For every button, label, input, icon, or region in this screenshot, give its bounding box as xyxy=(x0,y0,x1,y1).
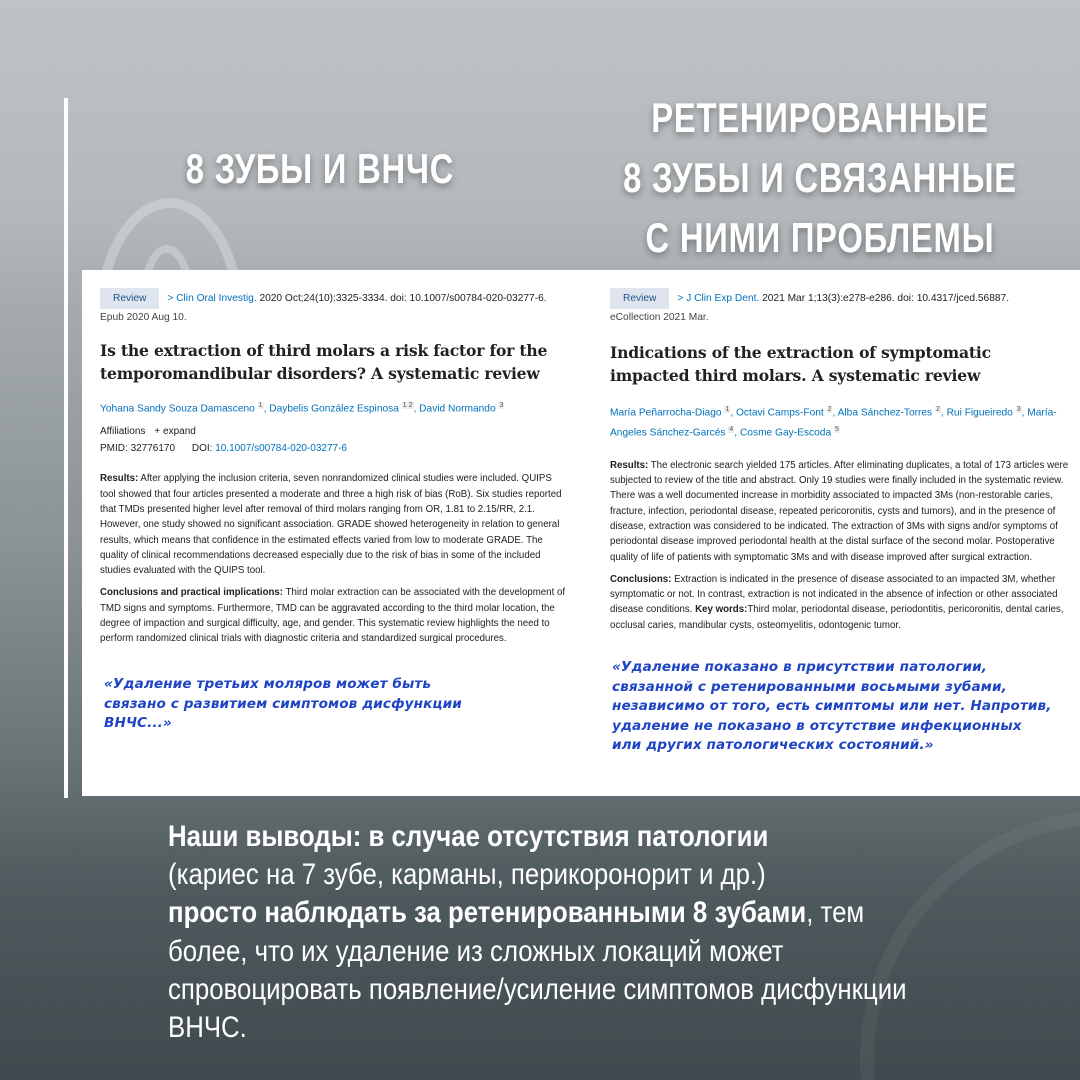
articles-card xyxy=(82,270,1080,796)
doi-link[interactable]: 10.1007/s00784-020-03277-6 xyxy=(215,443,347,455)
affiliation-ref[interactable]: 1 xyxy=(258,402,263,409)
citation-line xyxy=(610,288,1072,309)
citation-line xyxy=(100,288,570,309)
results-text: The electronic search yielded 175 articles. After eliminating duplicates, a total of 173 articles were subjected to review of the title and abstract. Only 19 studies were finally included in the systematic review. There was a well documented increase in morbidity associated to impacted 3Ms (non-restorable caries, fracture, infection, periodontal disease, repeated pericoronitis, cysts and tumors), and in the presence of disease, extraction was considered to be indicated. The extraction of 3Ms with signs and/or symptoms of periodontal disease improved periodontal health at the distal surface of the second molar. Postoperative quality of life of patients with symptomatic 3Ms and with disease improved after surgical extraction. xyxy=(610,459,1069,563)
affiliation-ref[interactable]: 3 xyxy=(499,402,504,409)
pmid-row xyxy=(100,441,570,457)
article-left xyxy=(100,288,570,647)
right-heading-line: С НИМИ ПРОБЛЕМЫ xyxy=(645,214,995,261)
affiliations-label: Affiliations xyxy=(100,426,146,438)
conclusion-normal-1: (кариес на 7 зубе, карманы, перикоронорит и др.) xyxy=(168,858,766,892)
pmid-value: 32776170 xyxy=(130,443,176,455)
author-link[interactable]: Octavi Camps-Font xyxy=(735,407,824,419)
conclusions-paragraph xyxy=(100,585,570,646)
author-link[interactable]: Alba Sánchez-Torres xyxy=(837,407,933,419)
author-link[interactable]: Rui Figueiredo xyxy=(946,407,1013,419)
chevron-right-icon: > xyxy=(167,293,177,304)
abstract xyxy=(610,458,1072,633)
author-link[interactable]: David Normando xyxy=(419,403,496,415)
right-heading xyxy=(617,88,1023,268)
quote-left: «Удаление третьих моляров может быть связано с развитием симптомов дисфункции ВНЧС...» xyxy=(104,676,462,731)
article-right xyxy=(610,288,1072,633)
chevron-right-icon: > xyxy=(677,293,687,304)
affiliation-ref[interactable]: 1 xyxy=(725,406,730,413)
conclusions-label: Conclusions and practical implications: xyxy=(100,587,284,599)
left-heading: 8 ЗУБЫ И ВНЧС xyxy=(185,145,455,192)
conclusions-label: Conclusions: xyxy=(610,573,672,585)
vertical-divider-line xyxy=(64,98,68,798)
conclusion-normal-2: , тем более, что их удаление из сложных локаций может спровоцировать появление/усиление симптомов дисфункции ВНЧС. xyxy=(168,896,907,1045)
affiliations-row xyxy=(100,423,570,441)
article-title: Is the extraction of third molars a risk factor for the temporomandibular disorders? A systematic review xyxy=(100,341,548,383)
conclusion-bold-1: в случае отсутствия патологии xyxy=(361,820,769,853)
epub-date: Epub 2020 Aug 10. xyxy=(100,312,187,323)
affiliation-ref[interactable]: 3 xyxy=(1016,406,1021,413)
results-paragraph xyxy=(100,471,570,578)
results-text: After applying the inclusion criteria, seven nonrandomized clinical studies were included. QUIPS tool showed that four articles presented a moderate and three a high risk of bias (RoB). Six studies reported that TMDs presented higher level after removal of third molars ranging from OR, 1.81 to 2.15/RR, 2.1. However, one study showed no significant association. GRADE showed heterogeneity in relation to general results, which means that confidence in the estimated effects varied from low to moderate GRADE. The quality of clinical recommendations decreased especially due to the risk of bias in some of the included studies evaluated with the QUIPS tool. xyxy=(100,473,562,577)
results-label: Results: xyxy=(610,459,649,471)
article-title: Indications of the extraction of symptomatic impacted third molars. A systematic review xyxy=(610,343,991,385)
conclusions-text: Third molar extraction can be associated with the development of TMD signs and symptoms. Furthermore, TMD can be aggravated according to the third molar location, the degree of impaction and surgical difficulty, age, and gender. This systematic review highlights the need to perform randomized clinical trials with diagnostic criteria and standardized surgical procedures. xyxy=(100,587,566,645)
keywords-text: Third molar, periodontal disease, periodontitis, pericoronitis, dental caries, occlusal caries, mandibular cysts, osteomyelitis, odontogenic tumor. xyxy=(610,604,1064,631)
keywords-label: Key words: xyxy=(695,604,748,616)
results-label: Results: xyxy=(100,473,139,485)
journal-link[interactable]: J Clin Exp Dent. xyxy=(686,293,760,304)
pmid-label: PMID: xyxy=(100,443,128,455)
affiliation-ref[interactable]: 1 2 xyxy=(402,402,413,409)
affiliation-ref[interactable]: 2 xyxy=(827,406,832,413)
affiliation-ref[interactable]: 2 xyxy=(936,406,940,413)
our-conclusions xyxy=(168,818,1028,1047)
results-paragraph xyxy=(610,458,1072,565)
author-list: María Peñarrocha-Diago $^1$, Octavi Camps-Font $^2$, Alba Sánchez-Torres $^2$, Rui Figueiredo $^3$, María-Angeles Sánchez-Garcés $^4$, Cosme Gay-Escoda $^5$ xyxy=(610,406,1057,439)
conclusions-paragraph xyxy=(610,572,1072,633)
author-link[interactable]: Daybelis González Espinosa xyxy=(269,403,399,415)
expand-button[interactable]: expand xyxy=(163,426,196,438)
abstract xyxy=(100,471,570,646)
journal-link[interactable]: Clin Oral Investig. xyxy=(176,293,257,304)
right-heading-line: 8 ЗУБЫ И СВЯЗАННЫЕ xyxy=(623,154,1017,201)
citation-text: 2021 Mar 1;13(3):e278-e286. doi: 10.4317/jced.56887. xyxy=(762,293,1010,304)
author-link[interactable]: María-Angeles Sánchez-Garcés xyxy=(610,407,1057,439)
conclusions-text: Extraction is indicated in the presence of disease associated to an impacted 3M, whether symptomatic or not. In contrast, extraction is not indicated in the absence of infection or other associated disease conditions. xyxy=(610,573,1058,616)
affiliation-ref[interactable]: 5 xyxy=(834,426,839,434)
conclusion-bold-2: просто наблюдать за ретенированными 8 зубами xyxy=(168,896,807,930)
author-link[interactable]: Cosme Gay-Escoda xyxy=(739,427,832,439)
right-heading-line: РЕТЕНИРОВАННЫЕ xyxy=(651,94,989,141)
plus-icon[interactable]: + xyxy=(154,426,161,438)
review-badge: Review xyxy=(100,288,159,309)
quote-right: «Удаление показано в присутствии патологии, связанной с ретенированными восьмыми зубами, независимо от того, есть симптомы или нет. Напротив, удаление не показано в отсутствие инфекционных или других патологических состояний.» xyxy=(612,659,1052,753)
conclusion-lead: Наши выводы: xyxy=(168,820,362,853)
affiliation-ref[interactable]: 4 xyxy=(729,426,734,434)
author-link[interactable]: Yohana Sandy Souza Damasceno xyxy=(100,403,255,415)
review-badge: Review xyxy=(610,288,669,309)
author-link[interactable]: María Peñarrocha-Diago xyxy=(610,407,722,419)
epub-date: eCollection 2021 Mar. xyxy=(610,312,709,323)
author-list: Yohana Sandy Souza Damasceno $^1$, Daybelis González Espinosa $^{1 2}$, David Normando $^3$ xyxy=(100,402,504,415)
citation-text: 2020 Oct;24(10):3325-3334. doi: 10.1007/s00784-020-03277-6. xyxy=(259,293,547,304)
doi-label: DOI: xyxy=(191,443,213,455)
